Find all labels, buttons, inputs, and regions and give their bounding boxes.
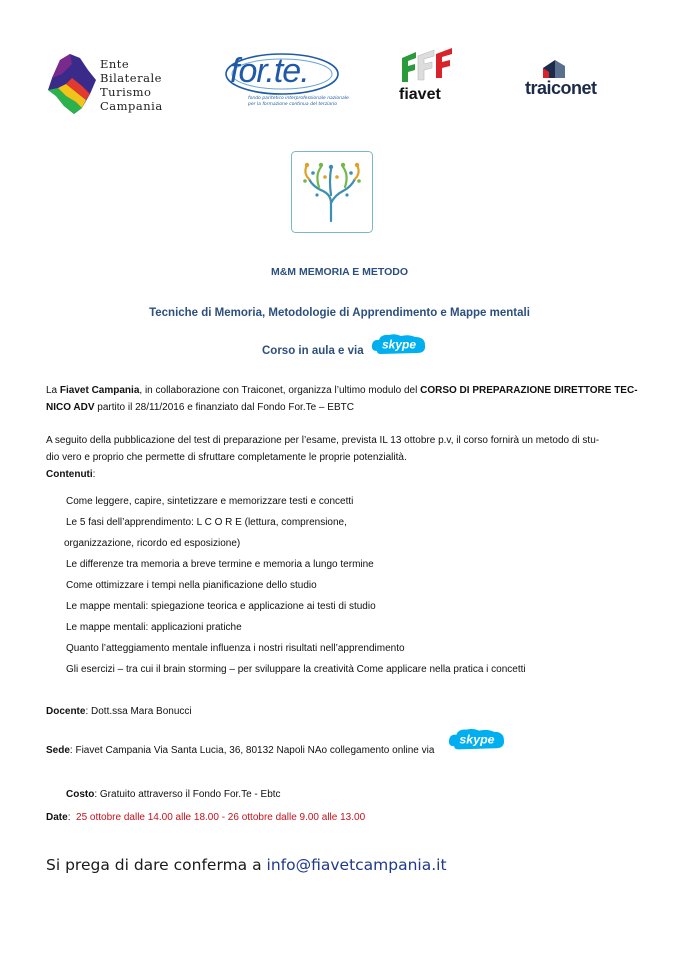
ente-line: Ente [100, 57, 130, 71]
date-line [46, 809, 365, 826]
docente-label: Docente [46, 706, 86, 717]
course-title: M&M MEMORIA E METODO [270, 266, 409, 278]
docente-value: : Dott.ssa Mara Bonucci [85, 706, 192, 717]
description-line: dio vero e proprio che permette di sfruttare completamente le proprie potenzialità. [46, 452, 407, 463]
course-name: NICO ADV [46, 402, 95, 413]
contents-item: organizzazione, ricordo ed esposizione) [64, 538, 241, 549]
fiavet-wordmark: fiavet [399, 86, 441, 103]
date-value: 25 ottobre dalle 14.00 alle 18.00 - 26 ottobre dalle 9.00 alle 13.00 [76, 812, 366, 823]
forte-wordmark: for.te. [230, 52, 309, 90]
sede-value: : Fiavet Campania Via Santa Lucia, 36, 80132 Napoli NAo collegamento online via [69, 745, 435, 756]
sede-label: Sede [46, 745, 70, 756]
confirm-line [46, 856, 447, 874]
fiavet-flag-icon [396, 48, 460, 88]
costo-value: : Gratuito attraverso il Fondo For.Te - Ebtc [94, 789, 281, 800]
campania-region-icon [46, 50, 102, 118]
costo-label: Costo [66, 789, 95, 800]
docente-line [46, 703, 192, 720]
contents-item: Le 5 fasi dell’apprendimento: L C O R E (lettura, comprensione, [66, 517, 347, 528]
course-mode: Corso in aula e via [262, 345, 364, 357]
organizer-name: Fiavet Campania [59, 385, 140, 396]
skype-logo [371, 333, 427, 361]
sede-line [46, 742, 434, 759]
intro-paragraph [46, 382, 646, 416]
contents-item: Le mappe mentali: applicazioni pratiche [66, 622, 242, 633]
skype-logo [448, 727, 506, 757]
intro-text: La [46, 385, 60, 396]
confirm-email-link[interactable]: info@fiavetcampania.it [266, 856, 447, 874]
forte-tagline-line: fondo paritetico interprofessionale nazionale [248, 96, 349, 101]
date-label: Date [46, 812, 68, 823]
ente-bilaterale-wordmark [100, 57, 163, 113]
course-subtitle: Tecniche di Memoria, Metodologie di Apprendimento e Mappe mentali [149, 307, 530, 319]
description-line: A seguito della pubblicazione del test di preparazione per l’esame, prevista IL 13 ottobre p.v, il corso fornirà un metodo di stu- [46, 435, 600, 446]
skype-cloud-icon [371, 333, 427, 357]
brain-tree-logo [291, 151, 373, 233]
traiconet-wordmark: traiconet [525, 78, 597, 98]
course-name: CORSO DI PREPARAZIONE DIRETTORE TEC- [420, 385, 638, 396]
contents-colon: : [92, 469, 96, 480]
ente-line: Turismo [100, 85, 152, 99]
contents-label: Contenuti [46, 469, 93, 480]
contents-item: Le differenze tra memoria a breve termine e memoria a lungo termine [66, 559, 374, 570]
intro-text: partito il 28/11/2016 e finanziato dal Fondo For.Te – EBTC [94, 402, 354, 413]
ente-line: Bilaterale [100, 71, 162, 85]
confirm-text: Si prega di dare conferma a [46, 856, 267, 874]
contents-item: Gli esercizi – tra cui il brain storming – per sviluppare la creatività Come applicare nella pratica i concetti [66, 664, 526, 675]
brain-tree-icon [291, 151, 373, 233]
skype-cloud-icon [448, 727, 506, 753]
costo-line [66, 786, 281, 803]
contents-item: Quanto l’atteggiamento mentale influenza i nostri risultati nell’apprendimento [66, 643, 405, 654]
contents-item: Come ottimizzare i tempi nella pianificazione dello studio [66, 580, 317, 591]
skype-wordmark: skype [381, 337, 417, 352]
contents-item: Le mappe mentali: spiegazione teorica e applicazione ai testi di studio [66, 601, 376, 612]
forte-tagline-line: per la formazione continua del terziario [248, 102, 337, 107]
contents-item: Come leggere, capire, sintetizzare e memorizzare testi e concetti [66, 496, 354, 507]
date-colon: : [67, 812, 71, 823]
forte-tagline [248, 96, 349, 108]
description-paragraph [46, 432, 646, 483]
ente-line: Campania [100, 99, 163, 113]
skype-wordmark: skype [459, 732, 495, 747]
intro-text: , in collaborazione con Traiconet, organizza l’ultimo modulo del [139, 385, 421, 396]
